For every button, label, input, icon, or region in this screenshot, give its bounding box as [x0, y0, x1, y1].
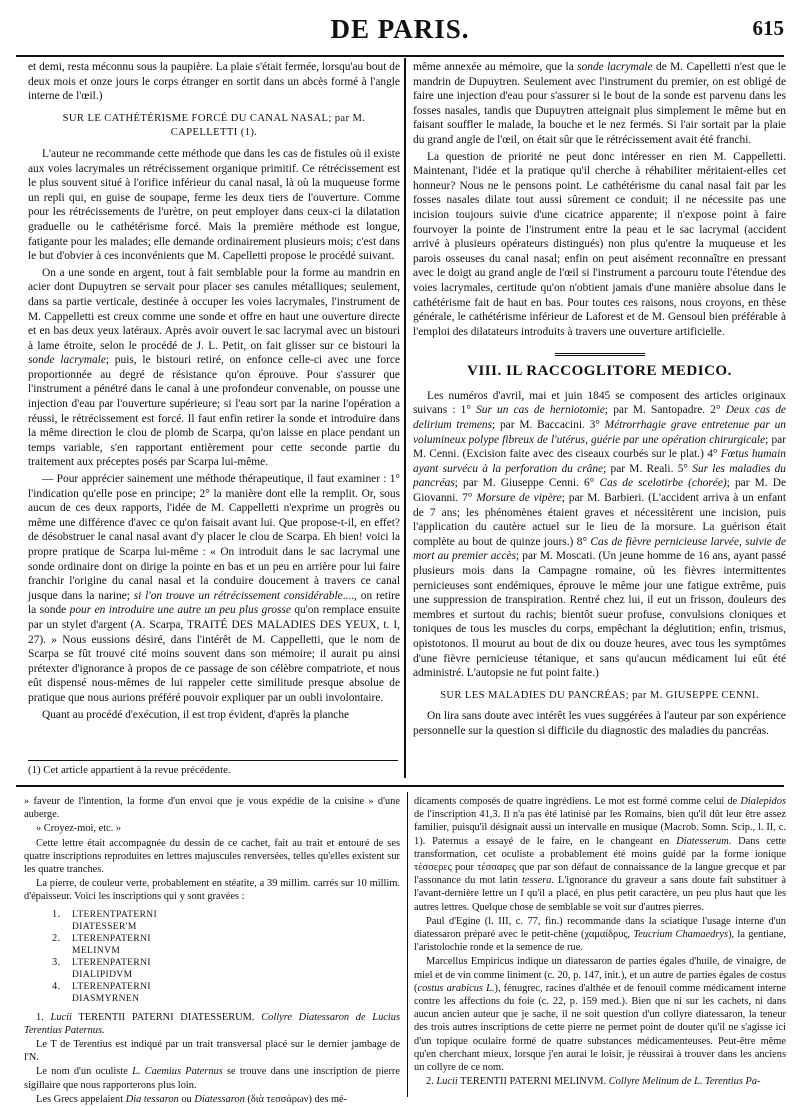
inscription-list	[52, 909, 400, 1005]
paragraph: Les numéros d'avril, mai et juin 1845 se composent des articles originaux suivans : 1° Sur un cas de herniotomie; par M. Santopadre. 2° Deux cas de delirium tremens; par M. Baccacini. 3° Métrorrhagie grave entretenue par un volumineux polype fibreux de l'utérus, guérie par une opération chirurgicale; par M. Cenni. (Excision faite avec des ciseaux courbés sur le plat.) 4° Fœtus humain ayant survécu à la perforation du crâne; par M. Reali. 5° Sur les maladies du pancréas; par M. Giuseppe Cenni. 6° Cas de scelotirbe (chorée); par M. De Giovanni. 7° Morsure de vipère; par M. Barbieri. (L'accident arriva à un enfant de 7 ans; les phénomènes étaient graves et nécessitèrent une incision, puis l'application du cautère actuel sur le lieu de la morsure. La guérison était complète au bout de quinze jours.) 8° Cas de fièvre pernicieuse larvée, suivie de mort au premier accès; par M. Moscati. (Un jeune homme de 16 ans, ayant passé plusieurs mois dans la Campagne romaine, où les fièvres intermittentes pernicieuses sont endémiques, éprouve le même jour une fatigue extrême, puis une suppression de transpiration. Rentré chez lui, il eut un frisson, douleurs des membres et surtout du rachis; bientôt sueur profuse, convulsions cloniques et toniques de tous les muscles du corps, empêchant la déglutition; enfin, trismus, opistotonos. Il mourut au bout de dix ou douze heures, avec tous les symptômes d'une fièvre pernicieuse tétanique, et sans qu'aucun médicament lui eût été administré. L'autopsie ne fut point faite.)	[413, 389, 787, 680]
section-heading: VIII. IL RACCOGLITORE MEDICO.	[467, 363, 732, 380]
section-separator	[555, 353, 645, 356]
right-column	[413, 60, 786, 741]
inscription-line: 1. LTERENTPATERNI	[52, 908, 158, 920]
bottom-left-column	[24, 795, 400, 1107]
paragraph: dicaments composés de quatre ingrédiens. Le mot est formé comme celui de Dialepidos de l'inscription 41,3. Il n'a pas été latinisé par les Romains, bien qu'il dût leur être assez familier, puisqu'il désignait aussi un intervalle en musique (Macrob. Somn. Scip., l. II, c. 1). Paternus a essayé de le faire, en le changeant en Diatesserum. Dans cette transformation, cet oculiste a probablement été moins guidé par la forme ionique τέσσερες pour τέσσαρες que par son défaut de connaissance de la langue grecque et par l'assonance du mot latin tessera. L'ignorance du graveur a sans doute fait substituer à l'avant-dernière lettre un I qu'il a placé, en plus petit caractère, un peu plus haut que les autres lettres. Quelque chose de semblable se voit sur d'autres pierres.	[414, 796, 786, 913]
paragraph: 2. Lucii TERENTII PATERNI MELINVM. Collyre Melinum de L. Terentius Pa-	[426, 1076, 761, 1088]
paragraph: Marcellus Empiricus indique un diatessaron de parties égales d'huile, de vinaigre, de miel et de vin comme liniment (c. 20, p. 147, init.), et un autre de parties égales de costus (costus arabicus L.), fénugrec, racines d'althée et de fenouil comme médicament interne contre les affections du foie (c. 22, p. 159 med.). Bien que ni sur les cachets, ni dans aucun ancien auteur que je sache, il ne soit question d'un collyre diatessaron, la teneur des trois autres inscriptions de cette pierre ne permet point de douter qu'il ne s'agisse ici d'un topique oculaire formé de quatre substances médicamenteuses. Peut-être même qu'en cherchant mieux, lorsque j'en aurai le loisir, je réussirai à trouver dans les anciens un collyre de ce nom.	[414, 956, 786, 1074]
inscription-line: DIASMYRNEN	[72, 993, 140, 1004]
paragraph: La pierre, de couleur verte, probablement en stéatite, a 39 millim. carrés sur 10 millim. d'épaisseur. Voici les inscriptions qui y sont gravées :	[24, 878, 400, 903]
paragraph: Quant au procédé d'exécution, il est trop évident, d'après la planche	[42, 708, 350, 721]
column-divider	[407, 792, 408, 1097]
inscription-line: DIATESSER'M	[72, 921, 137, 932]
footnote: (1) Cet article appartient à la revue précédente.	[28, 760, 398, 776]
inscription-line: 2. LTERENPATERNI	[52, 932, 151, 944]
inscription-line: 3. LTERENPATERNI	[52, 956, 151, 968]
paragraph: On lira sans doute avec intérêt les vues suggérées à l'auteur par son expérience personnelle sur la question si difficile du diagnostic des maladies du pancréas.	[413, 710, 786, 737]
inscription-line: 4. LTERENPATERNI	[52, 980, 151, 992]
article-heading: SUR LE CATHÉTÉRISME FORCÉ DU CANAL NASAL; par M. CAPELLETTI (1).	[62, 112, 366, 139]
header-rule	[16, 55, 784, 57]
paragraph: 1. Lucii TERENTII PATERNI DIATESSERUM. Collyre Diatessaron de Lucius Terentius Paternus.	[24, 1011, 401, 1036]
inscription-line: MELINVM	[72, 945, 121, 956]
paragraph: même annexée au mémoire, que la sonde lacrymale de M. Capelletti n'est que le mandrin de Dupuytren. Seulement avec l'instrument du premier, on est obligé de faire une injection d'eau pour s'assurer si le bout de la sonde est parvenu dans les fosses nasales, tandis que Dupuytren atteignait plus simplement le même but en faisant souffler le malade, la bouche et le nez fermés. Si l'air sortait par la plaie du grand angle de l'œil, on était sûr que le rétrécissement avait été franchi.	[413, 61, 786, 146]
page-header	[0, 8, 800, 48]
paragraph: et demi, resta méconnu sous la paupière. La plaie s'était fermée, lorsqu'au bout de deux mois et onze jours le corps étranger en sortit dans un abcès formé à l'angle interne de l'œil.)	[28, 61, 400, 103]
paragraph: L'auteur ne recommande cette méthode que dans les cas de fistules où il existe aux voies lacrymales un rétrécissement organique primitif. Ce rétrécissement est le plus souvent situé à l'orifice inférieur du canal nasal, là où la muqueuse forme un repli qui, en guise de soupape, ferme les deux tiers de l'ouverture. Comme pour les rétrécissements de l'urètre, on peut employer dans ceux-ci la dilatation graduelle ou le cathétérisme forcé. Mais la première méthode est longue, fatigante pour les malades; elle demande ordinairement plusieurs mois; c'est dans le but d'obvier à ces inconvénients que M. Capelletti propose le procédé suivant.	[28, 147, 400, 263]
column-divider	[404, 58, 406, 778]
section-rule	[16, 785, 784, 787]
page-number: 615	[752, 16, 784, 40]
inscription-line: DIALIPIDVM	[72, 969, 133, 980]
bottom-right-column	[414, 795, 786, 1089]
running-title: DE PARIS.	[330, 14, 470, 44]
paragraph: On a une sonde en argent, tout à fait semblable pour la forme au mandrin en acier dont Dupuytren se servait pour placer ses canules métalliques; seulement, dans sa partie verticale, destinée à occuper les voies lacrymales, l'instrument de M. Cappelletti est creux comme une sonde et offre en haut une ouverture directe et en bas deux yeux latéraux. Après avoir ouvert le sac lacrymal avec un bistouri à lame étroite, selon le procédé de J. L. Petit, on fait glisser sur ce bistouri la sonde lacrymale; puis, le bistouri retiré, on enfonce celle-ci avec une force proportionnée au degré de résistance qu'on éprouve. Pour s'assurer que l'instrument a pénétré dans le canal à une profondeur convenable, on pousse une injection d'eau par l'ouverture supérieure; si l'eau sort par la narine l'opération a réussi, le rétrécissement est forcé. Il faut enfin retirer la sonde et introduire dans la même direction le clou de plomb de Scarpa, qu'on laisse en place pendant un temps variable, s'en rapportant entièrement pour cette seconde partie du traitement aux préceptes posés par Scarpa lui-même.	[28, 266, 401, 469]
paragraph: Les Grecs appelaient Dia tessaron ou Diatessaron (διὰ τεσσάρων) des mé-	[36, 1093, 348, 1105]
paragraph: — Pour apprécier sainement une méthode thérapeutique, il faut examiner : 1° l'indication qu'elle pose en principe; 2° la manière dont elle la remplit. Or, sous aucun de ces deux rapports, l'idée de M. Cappelletti n'exprime un progrès ou même une différence d'avec ce qu'on faisait avant lui. Que propose-t-il, en effet? de désobstruer le canal nasal avant d'y placer le clou de Scarpa. Eh bien! voici la propre pratique de Scarpa lui-même : « On introduit dans le sac lacrymal une sonde ordinaire dont on dirige la pointe en bas et un peu en arrière pour lui faire franchir l'origine du canal nasal et la conduire doucement à travers ce canal jusque dans la narine; si l'on trouve un rétrécissement considérable...., on retire la sonde pour en introduire une autre un peu plus grosse qu'on remplace ensuite par un stylet d'argent (A. Scarpa, TRAITÉ DES MALADIES DES YEUX, t. I, 27). » Nous eussions désiré, dans l'intérêt de M. Cappelletti, que le nom de Scarpa se fût trouvé cité moins souvent dans son mémoire; il aurait pu ainsi prétexter d'ignorance à propos de ce passage de son célèbre compatriote, et nous eût dispensé nous-mêmes de lui rappeler cette similitude presque absolue de pratique que nous aurions préféré pouvoir expliquer par un oubli involontaire.	[28, 473, 400, 704]
left-column	[28, 60, 400, 724]
paragraph: » faveur de l'intention, la forme d'un envoi que je vous expédie de la cuisine » d'une auberge.	[24, 796, 400, 821]
paragraph: Cette lettre était accompagnée du dessin de ce cachet, fait au trait et entouré de ses quatre inscriptions reproduites en lettres majuscules renversées, telles qu'elles existent sur les quatre tranches.	[24, 837, 400, 876]
paragraph: Le T de Terentius est indiqué par un trait transversal placé sur le dernier jambage de l'N.	[24, 1039, 400, 1064]
article-heading: SUR LES MALADIES DU PANCRÉAS; par M. GIUSEPPE CENNI.	[440, 689, 759, 701]
paragraph: » Croyez-moi, etc. »	[36, 823, 122, 835]
paragraph: La question de priorité ne peut donc intéresser en rien M. Cappelletti. Maintenant, l'idée et la pratique qu'il cherche à réhabiliter méritaient-elles cet honneur? Nous ne le pensons point. Le cathétérisme du canal nasal fait par les fosses nasales dilate tout aussi sûrement ce conduit; il ne nécessite pas une incision toujours suivie d'une cicatrice apparente; il n'expose point à faire fourvoyer la pointe de l'instrument entre la peau et le sac lacrymal (accident arrivé à plusieurs opérateurs distingués) non plus qu'entre la muqueuse et les parois osseuses du canal nasal; enfin on peut aisément reconnaître en pressant avec le doigt au grand angle de l'œil si l'instrument a parcouru toute l'étendue des voies lacrymales, certitude qu'on n'obtient jamais d'une manière absolue dans le cathétérisme fait de haut en bas. Pour toutes ces raisons, nous croyons, en thèse générale, le cathétérisme inférieur de Laforest et de M. Gensoul bien préférable à l'emploi des dilatateurs introduits à travers une ouverture artificielle.	[413, 150, 786, 338]
paragraph: Paul d'Egine (l. III, c. 77, fin.) recommande dans la sciatique l'usage interne d'un diatessaron préparé avec le petit-chêne (χαμαίδρυς, Teucrium Chamaedrys), la gentiane, l'aristolochie ronde et la semence de rue.	[414, 915, 787, 954]
paragraph: Le nom d'un oculiste L. Caemius Paternus se trouve dans une inscription de pierre sigillaire que nous rapporterons plus loin.	[24, 1066, 400, 1091]
